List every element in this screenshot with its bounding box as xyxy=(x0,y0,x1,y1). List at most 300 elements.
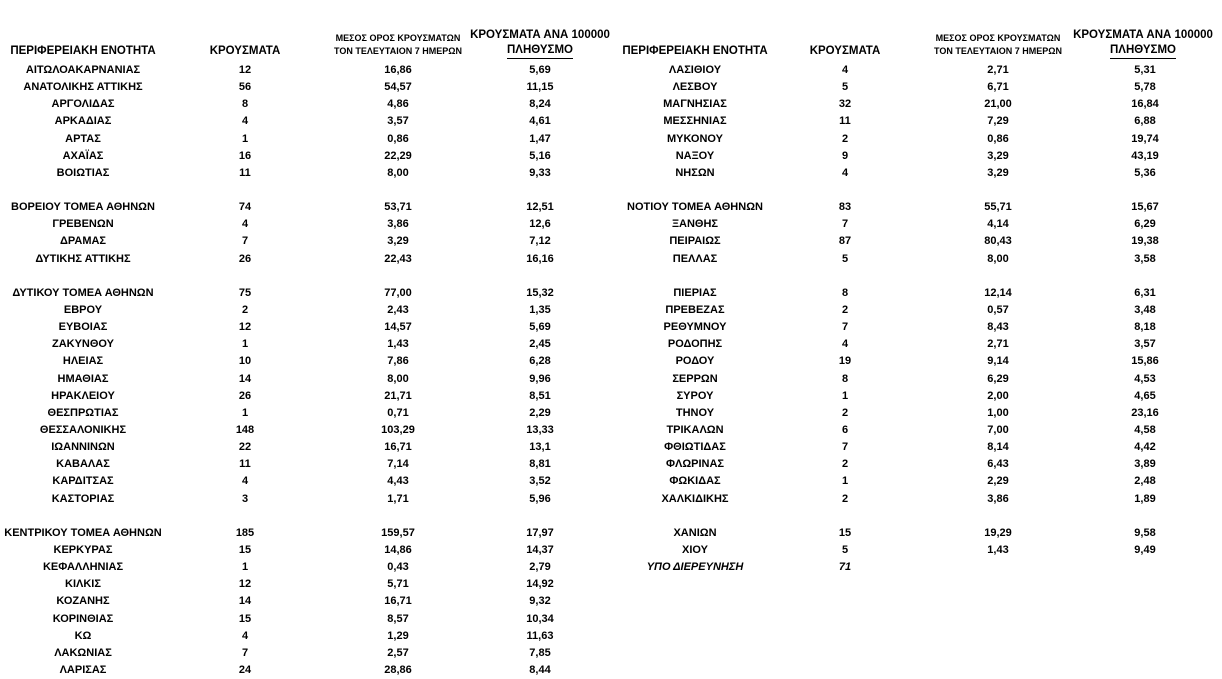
rate-value: 3,58 xyxy=(1134,252,1156,265)
avg-value: 1,43 xyxy=(387,338,409,351)
rate-value: 4,42 xyxy=(1134,441,1156,454)
avg-value: 3,86 xyxy=(987,492,1009,505)
table-row xyxy=(0,542,612,559)
avg-value: 77,00 xyxy=(384,286,412,299)
region-name: ΛΑΣΙΘΙΟΥ xyxy=(668,64,722,76)
rate-value: 2,48 xyxy=(1134,475,1156,488)
avg-value: 19,29 xyxy=(984,526,1012,539)
avg-value: 6,71 xyxy=(987,81,1009,94)
avg-value: 2,00 xyxy=(987,389,1009,402)
avg-value: 0,71 xyxy=(387,406,409,419)
table-row xyxy=(0,268,612,285)
header-avg-left xyxy=(318,32,478,58)
region-name: ΚΑΡΔΙΤΣΑΣ xyxy=(52,475,114,488)
table-row xyxy=(0,199,612,216)
rate-value: 12,6 xyxy=(529,218,551,231)
region-name: ΤΗΝΟΥ xyxy=(675,406,715,419)
rate-value: 14,92 xyxy=(526,578,554,591)
cases-value: 1 xyxy=(841,389,849,402)
region-name: ΝΗΣΩΝ xyxy=(675,166,715,179)
rate-value: 17,97 xyxy=(526,526,554,539)
region-name: ΜΑΓΝΗΣΙΑΣ xyxy=(663,98,727,111)
rate-value: 19,38 xyxy=(1131,235,1159,248)
table-row xyxy=(0,593,612,610)
table-row xyxy=(612,302,1222,319)
avg-value: 7,29 xyxy=(987,115,1009,128)
cases-value: 87 xyxy=(838,235,852,248)
rate-value: 10,34 xyxy=(526,612,554,625)
table-row xyxy=(612,251,1222,268)
cases-value: 26 xyxy=(238,252,252,265)
rate-value: 5,78 xyxy=(1134,81,1156,94)
cases-value: 7 xyxy=(241,235,249,248)
table-row xyxy=(0,508,612,525)
table-row xyxy=(612,79,1222,96)
table-row xyxy=(612,371,1222,388)
cases-value: 74 xyxy=(238,201,252,214)
region-name: ΤΡΙΚΑΛΩΝ xyxy=(666,423,724,436)
rate-value: 8,81 xyxy=(529,458,551,471)
cases-value: 148 xyxy=(235,423,255,436)
region-name: ΕΥΒΟΙΑΣ xyxy=(58,321,108,334)
avg-value: 8,57 xyxy=(387,612,409,625)
cases-value: 56 xyxy=(238,81,252,94)
table-row xyxy=(0,113,612,130)
avg-value: 0,86 xyxy=(387,132,409,145)
avg-value: 103,29 xyxy=(381,423,415,436)
region-name: ΑΝΑΤΟΛΙΚΗΣ ΑΤΤΙΚΗΣ xyxy=(23,81,143,94)
rate-value: 6,29 xyxy=(1134,218,1156,231)
avg-value: 21,71 xyxy=(384,389,412,402)
cases-value: 2 xyxy=(841,458,849,471)
left-table-body xyxy=(0,62,612,679)
table-row xyxy=(612,113,1222,130)
table-row xyxy=(612,353,1222,370)
header-rate-right-line2: ΠΛΗΘΥΣΜΟ xyxy=(1110,43,1176,59)
rate-value: 9,33 xyxy=(529,166,551,179)
avg-value: 3,29 xyxy=(987,149,1009,162)
table-row xyxy=(612,285,1222,302)
cases-value: 1 xyxy=(241,406,249,419)
region-name: ΔΥΤΙΚΗΣ ΑΤΤΙΚΗΣ xyxy=(35,252,131,265)
avg-value: 6,43 xyxy=(987,458,1009,471)
rate-value: 8,24 xyxy=(529,98,551,111)
rate-value: 1,35 xyxy=(529,303,551,316)
table-row xyxy=(0,525,612,542)
rate-value: 3,52 xyxy=(529,475,551,488)
cases-value: 8 xyxy=(241,98,249,111)
rate-value: 15,32 xyxy=(526,286,554,299)
table-row xyxy=(612,62,1222,79)
cases-value: 185 xyxy=(235,526,255,539)
avg-value: 8,43 xyxy=(987,321,1009,334)
table-row xyxy=(612,456,1222,473)
rate-value: 43,19 xyxy=(1131,149,1159,162)
region-name: ΛΕΣΒΟΥ xyxy=(672,81,718,94)
header-rate-left-line1: ΚΡΟΥΣΜΑΤΑ ΑΝΑ 100000 xyxy=(470,29,610,41)
rate-value: 23,16 xyxy=(1131,406,1159,419)
table-row xyxy=(0,131,612,148)
table-row xyxy=(612,165,1222,182)
header-cases-right-label: ΚΡΟΥΣΜΑΤΑ xyxy=(809,45,881,57)
header-region-left-label: ΠΕΡΙΦΕΡΕΙΑΚΗ ΕΝΟΤΗΤΑ xyxy=(10,45,156,57)
region-name: ΠΙΕΡΙΑΣ xyxy=(673,286,717,299)
region-name: ΧΑΛΚΙΔΙΚΗΣ xyxy=(661,492,729,505)
cases-value: 7 xyxy=(841,321,849,334)
region-name: ΗΜΑΘΙΑΣ xyxy=(57,372,109,385)
avg-value: 2,71 xyxy=(987,338,1009,351)
region-name: ΔΡΑΜΑΣ xyxy=(59,235,107,248)
cases-value: 71 xyxy=(838,561,852,574)
table-row xyxy=(612,491,1222,508)
rate-value: 4,65 xyxy=(1134,389,1156,402)
table-row xyxy=(612,388,1222,405)
cases-value: 7 xyxy=(841,441,849,454)
rate-value: 5,69 xyxy=(529,321,551,334)
avg-value: 1,43 xyxy=(987,543,1009,556)
cases-value: 22 xyxy=(238,441,252,454)
table-row xyxy=(0,611,612,628)
rate-value: 6,31 xyxy=(1134,286,1156,299)
region-name: ΠΕΛΛΑΣ xyxy=(672,252,718,265)
cases-value: 12 xyxy=(238,578,252,591)
region-name: ΚΙΛΚΙΣ xyxy=(65,578,101,591)
avg-value: 159,57 xyxy=(381,526,415,539)
table-row xyxy=(612,96,1222,113)
header-avg-right-line2: ΤΟΝ ΤΕΛΕΥΤΑΙΟΝ 7 ΗΜΕΡΩΝ xyxy=(934,46,1062,56)
rate-value: 7,12 xyxy=(529,235,551,248)
region-name: ΚΑΣΤΟΡΙΑΣ xyxy=(51,492,115,505)
cases-value: 14 xyxy=(238,595,252,608)
cases-value: 15 xyxy=(238,612,252,625)
rate-value: 1,47 xyxy=(529,132,551,145)
table-row xyxy=(0,233,612,250)
region-name: ΥΠΟ ΔΙΕΡΕΥΝΗΣΗ xyxy=(646,561,744,574)
region-name: ΔΥΤΙΚΟΥ ΤΟΜΕΑ ΑΘΗΝΩΝ xyxy=(12,286,154,299)
region-name: ΒΟΙΩΤΙΑΣ xyxy=(56,166,110,179)
cases-value: 4 xyxy=(841,64,849,76)
table-row xyxy=(0,62,612,79)
region-name: ΜΥΚΟΝΟΥ xyxy=(666,132,724,145)
region-name: ΡΕΘΥΜΝΟΥ xyxy=(663,321,727,334)
avg-value: 22,29 xyxy=(384,149,412,162)
cases-value: 8 xyxy=(841,286,849,299)
cases-value: 26 xyxy=(238,389,252,402)
avg-value: 1,00 xyxy=(987,406,1009,419)
rate-value: 9,58 xyxy=(1134,526,1156,539)
region-name: ΞΑΝΘΗΣ xyxy=(671,218,719,231)
region-name: ΛΑΡΙΣΑΣ xyxy=(59,663,107,676)
region-name: ΕΒΡΟΥ xyxy=(63,303,103,316)
cases-value: 75 xyxy=(238,286,252,299)
region-name: ΦΩΚΙΔΑΣ xyxy=(669,475,721,488)
cases-value: 5 xyxy=(841,252,849,265)
rate-value: 5,36 xyxy=(1134,166,1156,179)
region-name: ΗΡΑΚΛΕΙΟΥ xyxy=(51,389,115,402)
rate-value: 7,85 xyxy=(529,646,551,659)
avg-value: 4,43 xyxy=(387,475,409,488)
avg-value: 12,14 xyxy=(984,286,1012,299)
table-row xyxy=(0,405,612,422)
header-rate-left xyxy=(465,28,615,59)
region-name: ΧΑΝΙΩΝ xyxy=(673,526,717,539)
avg-value: 16,71 xyxy=(384,595,412,608)
rate-value: 15,67 xyxy=(1131,201,1159,214)
cases-value: 6 xyxy=(841,423,849,436)
table-row xyxy=(0,473,612,490)
region-name: ΜΕΣΣΗΝΙΑΣ xyxy=(663,115,727,128)
region-name: ΚΩ xyxy=(74,629,92,642)
table-row xyxy=(612,319,1222,336)
avg-value: 14,86 xyxy=(384,543,412,556)
region-name: ΖΑΚΥΝΘΟΥ xyxy=(51,338,115,351)
rate-value: 4,58 xyxy=(1134,423,1156,436)
cases-value: 4 xyxy=(241,629,249,642)
table-row xyxy=(0,645,612,662)
table-row xyxy=(612,336,1222,353)
table-row xyxy=(0,251,612,268)
table-row xyxy=(612,268,1222,285)
right-table-body xyxy=(612,62,1222,576)
cases-value: 4 xyxy=(841,338,849,351)
rate-value: 11,63 xyxy=(526,629,554,642)
header-avg-right-line1: ΜΕΣΟΣ ΟΡΟΣ ΚΡΟΥΣΜΑΤΩΝ xyxy=(935,33,1061,43)
rate-value: 8,18 xyxy=(1134,321,1156,334)
avg-value: 8,00 xyxy=(387,166,409,179)
region-name: ΑΡΓΟΛΙΔΑΣ xyxy=(51,98,115,111)
header-cases-left xyxy=(200,44,290,59)
region-name: ΘΕΣΠΡΩΤΙΑΣ xyxy=(47,406,119,419)
cases-value: 1 xyxy=(241,132,249,145)
avg-value: 3,29 xyxy=(987,166,1009,179)
region-name: ΡΟΔΟΥ xyxy=(675,355,715,368)
region-name: ΧΙΟΥ xyxy=(682,543,708,556)
cases-value: 2 xyxy=(841,406,849,419)
table-row xyxy=(612,182,1222,199)
rate-value: 4,61 xyxy=(529,115,551,128)
rate-value: 1,89 xyxy=(1134,492,1156,505)
rate-value: 9,96 xyxy=(529,372,551,385)
rate-value: 9,49 xyxy=(1134,543,1156,556)
avg-value: 3,86 xyxy=(387,218,409,231)
region-name: ΑΙΤΩΛΟΑΚΑΡΝΑΝΙΑΣ xyxy=(25,64,141,76)
avg-value: 8,14 xyxy=(987,441,1009,454)
table-row xyxy=(0,422,612,439)
cases-value: 11 xyxy=(239,166,251,179)
table-row xyxy=(0,628,612,645)
avg-value: 5,71 xyxy=(387,578,409,591)
cases-value: 5 xyxy=(841,81,849,94)
avg-value: 16,71 xyxy=(384,441,412,454)
avg-value: 55,71 xyxy=(984,201,1012,214)
rate-value: 5,96 xyxy=(529,492,551,505)
cases-value: 32 xyxy=(838,98,852,111)
rate-value: 13,1 xyxy=(529,441,551,454)
cases-value: 2 xyxy=(841,303,849,316)
cases-value: 12 xyxy=(238,321,252,334)
rate-value: 11,15 xyxy=(526,81,554,94)
avg-value: 3,29 xyxy=(387,235,409,248)
header-rate-left-line2: ΠΛΗΘΥΣΜΟ xyxy=(507,43,573,59)
header-rate-right-line1: ΚΡΟΥΣΜΑΤΑ ΑΝΑ 100000 xyxy=(1073,29,1213,41)
table-row xyxy=(612,199,1222,216)
cases-value: 24 xyxy=(238,663,252,676)
avg-value: 7,86 xyxy=(387,355,409,368)
header-region-left xyxy=(0,44,166,59)
cases-value: 7 xyxy=(841,218,849,231)
rate-value: 5,69 xyxy=(529,64,551,76)
avg-value: 1,71 xyxy=(387,492,409,505)
table-row xyxy=(612,233,1222,250)
table-row xyxy=(612,508,1222,525)
region-name: ΙΩΑΝΝΙΝΩΝ xyxy=(51,441,115,454)
table-row xyxy=(0,353,612,370)
region-name: ΚΟΡΙΝΘΙΑΣ xyxy=(52,612,114,625)
table-row xyxy=(612,525,1222,542)
cases-value: 14 xyxy=(238,372,252,385)
cases-value: 11 xyxy=(239,458,251,471)
table-row xyxy=(612,559,1222,576)
region-name: ΑΧΑΪΑΣ xyxy=(62,149,104,162)
rate-value: 6,28 xyxy=(529,355,551,368)
table-row xyxy=(612,542,1222,559)
avg-value: 8,00 xyxy=(387,372,409,385)
table-row xyxy=(612,439,1222,456)
header-region-right xyxy=(612,44,778,59)
cases-value: 83 xyxy=(838,201,852,214)
table-row xyxy=(0,576,612,593)
header-region-right-label: ΠΕΡΙΦΕΡΕΙΑΚΗ ΕΝΟΤΗΤΑ xyxy=(622,45,768,57)
table-row xyxy=(0,371,612,388)
header-rate-right xyxy=(1068,28,1218,59)
region-name: ΑΡΚΑΔΙΑΣ xyxy=(54,115,112,128)
region-name: ΒΟΡΕΙΟΥ ΤΟΜΕΑ ΑΘΗΝΩΝ xyxy=(11,201,155,214)
header-cases-left-label: ΚΡΟΥΣΜΑΤΑ xyxy=(209,45,281,57)
region-name: ΚΟΖΑΝΗΣ xyxy=(56,595,110,608)
avg-value: 7,00 xyxy=(987,423,1009,436)
region-name: ΠΡΕΒΕΖΑΣ xyxy=(665,303,725,316)
table-row xyxy=(0,456,612,473)
region-name: ΛΑΚΩΝΙΑΣ xyxy=(54,646,112,659)
avg-value: 0,43 xyxy=(387,561,409,574)
avg-value: 21,00 xyxy=(984,98,1012,111)
avg-value: 28,86 xyxy=(384,663,412,676)
rate-value: 2,79 xyxy=(529,561,551,574)
cases-value: 5 xyxy=(841,543,849,556)
cases-value: 1 xyxy=(841,475,849,488)
cases-value: 9 xyxy=(841,149,849,162)
rate-value: 3,57 xyxy=(1134,338,1156,351)
region-name: ΣΕΡΡΩΝ xyxy=(672,372,718,385)
region-name: ΡΟΔΟΠΗΣ xyxy=(667,338,723,351)
avg-value: 2,43 xyxy=(387,303,409,316)
cases-value: 2 xyxy=(841,132,849,145)
cases-value: 15 xyxy=(238,543,252,556)
rate-value: 15,86 xyxy=(1131,355,1159,368)
avg-value: 2,57 xyxy=(387,646,409,659)
cases-value: 11 xyxy=(839,115,851,128)
table-row xyxy=(612,131,1222,148)
table-row xyxy=(612,422,1222,439)
avg-value: 2,29 xyxy=(987,475,1009,488)
header-avg-left-line2: ΤΟΝ ΤΕΛΕΥΤΑΙΟΝ 7 ΗΜΕΡΩΝ xyxy=(334,46,462,56)
region-name: ΠΕΙΡΑΙΩΣ xyxy=(669,235,721,248)
rate-value: 19,74 xyxy=(1131,132,1159,145)
cases-value: 1 xyxy=(241,338,249,351)
avg-value: 4,14 xyxy=(987,218,1009,231)
rate-value: 8,44 xyxy=(529,663,551,676)
rate-value: 4,53 xyxy=(1134,372,1156,385)
avg-value: 22,43 xyxy=(384,252,412,265)
table-row xyxy=(0,182,612,199)
cases-value: 7 xyxy=(241,646,249,659)
cases-value: 2 xyxy=(841,492,849,505)
rate-value: 2,29 xyxy=(529,406,551,419)
region-name: ΗΛΕΙΑΣ xyxy=(62,355,104,368)
avg-value: 0,86 xyxy=(987,132,1009,145)
table-row xyxy=(0,302,612,319)
rate-value: 13,33 xyxy=(526,423,554,436)
region-name: ΘΕΣΣΑΛΟΝΙΚΗΣ xyxy=(39,423,127,436)
region-name: ΦΛΩΡΙΝΑΣ xyxy=(665,458,725,471)
avg-value: 7,14 xyxy=(387,458,409,471)
table-row xyxy=(0,96,612,113)
avg-value: 14,57 xyxy=(384,321,412,334)
avg-value: 54,57 xyxy=(384,81,412,94)
avg-value: 4,86 xyxy=(387,98,409,111)
table-row xyxy=(0,662,612,679)
header-avg-left-line1: ΜΕΣΟΣ ΟΡΟΣ ΚΡΟΥΣΜΑΤΩΝ xyxy=(335,33,461,43)
cases-value: 3 xyxy=(241,492,249,505)
table-row xyxy=(612,216,1222,233)
cases-value: 4 xyxy=(841,166,849,179)
avg-value: 16,86 xyxy=(384,64,412,76)
region-name: ΦΘΙΩΤΙΔΑΣ xyxy=(664,441,726,454)
rate-value: 8,51 xyxy=(529,389,551,402)
cases-value: 4 xyxy=(241,218,249,231)
region-name: ΚΕΝΤΡΙΚΟΥ ΤΟΜΕΑ ΑΘΗΝΩΝ xyxy=(4,526,162,539)
table-row xyxy=(0,439,612,456)
header-avg-right xyxy=(918,32,1078,58)
region-name: ΚΕΦΑΛΛΗΝΙΑΣ xyxy=(42,561,124,574)
avg-value: 53,71 xyxy=(384,201,412,214)
rate-value: 6,88 xyxy=(1134,115,1156,128)
table-row xyxy=(0,336,612,353)
rate-value: 16,84 xyxy=(1131,98,1159,111)
cases-value: 8 xyxy=(841,372,849,385)
rate-value: 5,16 xyxy=(529,149,551,162)
table-row xyxy=(0,388,612,405)
table-row xyxy=(612,473,1222,490)
rate-value: 3,89 xyxy=(1134,458,1156,471)
region-name: ΓΡΕΒΕΝΩΝ xyxy=(52,218,114,231)
cases-value: 1 xyxy=(241,561,249,574)
rate-value: 9,32 xyxy=(529,595,551,608)
table-row xyxy=(0,165,612,182)
region-name: ΣΥΡΟΥ xyxy=(676,389,714,402)
rate-value: 2,45 xyxy=(529,338,551,351)
cases-value: 16 xyxy=(238,149,252,162)
region-name: ΝΟΤΙΟΥ ΤΟΜΕΑ ΑΘΗΝΩΝ xyxy=(627,201,763,214)
rate-value: 12,51 xyxy=(526,201,554,214)
table-row xyxy=(0,559,612,576)
rate-value: 14,37 xyxy=(526,543,554,556)
avg-value: 9,14 xyxy=(987,355,1009,368)
table-row xyxy=(0,285,612,302)
cases-value: 2 xyxy=(241,303,249,316)
table-row xyxy=(0,216,612,233)
avg-value: 3,57 xyxy=(387,115,409,128)
